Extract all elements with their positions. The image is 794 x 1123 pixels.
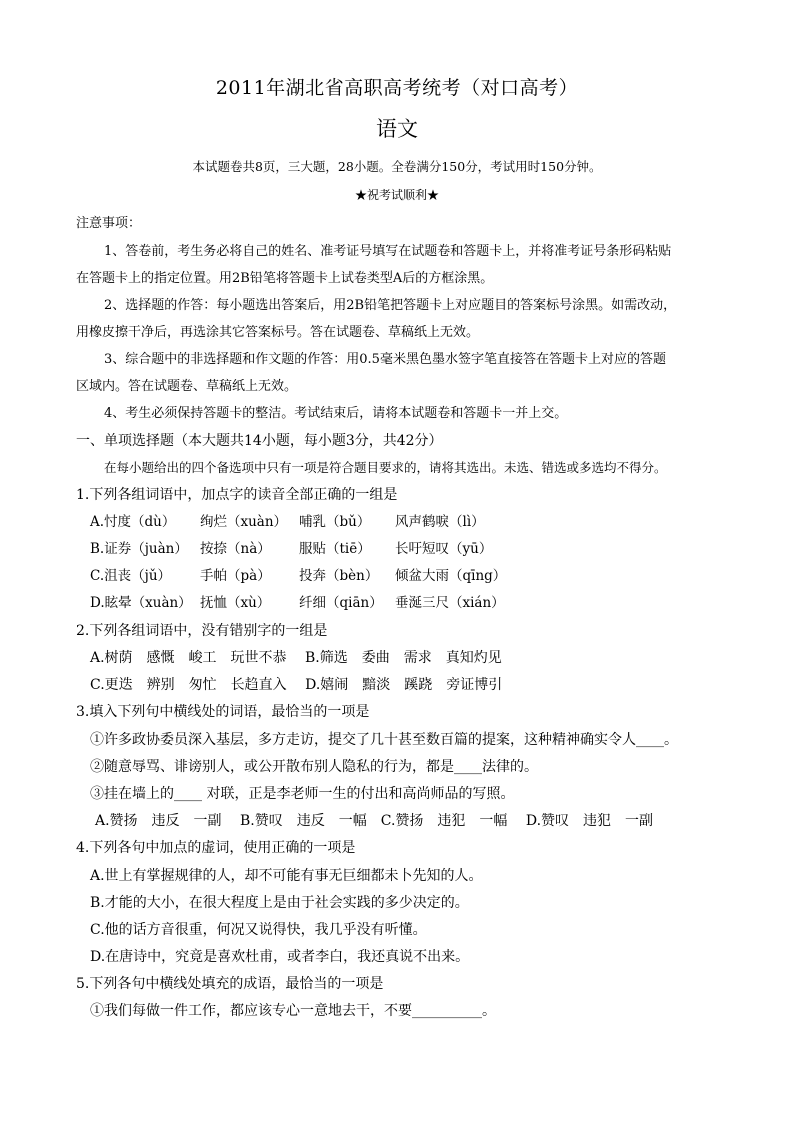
section-instruction: 在每小题给出的四个备选项中只有一项是符合题目要求的，请将其选出。未选、错选或多选均不得分。 — [104, 460, 667, 475]
option-text: 抚恤（xù） — [200, 595, 271, 611]
question-stem: 3.填入下列句中横线处的词语，最恰当的一项是 — [76, 704, 370, 720]
notice-line: 用橡皮擦干净后，再选涂其它答案标号。答在试题卷、草稿纸上无效。 — [76, 325, 480, 340]
option-text: C.沮丧（jǔ） — [90, 568, 172, 584]
option-text: 投奔（bèn） — [299, 568, 379, 584]
exam-title: 2011年湖北省高职高考统考（对口高考） — [215, 77, 579, 99]
sentence-item: ②随意辱骂、诽谤别人，或公开散布别人隐私的行为，都是____法律的。 — [90, 759, 538, 775]
exam-wish: ★祝考试顺利★ — [354, 188, 439, 202]
option-text: 纤细（qiān） — [299, 595, 383, 611]
option-text: A.世上有掌握规律的人，却不可能有事无巨细都未卜先知的人。 — [90, 868, 483, 884]
sentence-item: ③挂在墙上的____ 对联，正是李老师一生的付出和高尚师品的写照。 — [90, 786, 515, 802]
q1-row-b — [90, 543, 710, 559]
subject-title: 语文 — [376, 117, 418, 141]
option-text: C.他的话方音很重，何况又说得快，我几乎没有听懂。 — [90, 922, 427, 938]
option-text: 绚烂（xuàn） — [200, 514, 288, 530]
option-row: C.更迭 辨别 匆忙 长趋直入 D.嬉闹 黯淡 蹊跷 旁证博引 — [90, 677, 503, 693]
sentence-item: ①我们每做一件工作，都应该专心一意地去干，不要__________。 — [90, 1003, 496, 1019]
q1-row-d — [90, 597, 710, 613]
option-text: 服贴（tiē） — [299, 541, 371, 557]
option-text: 长吁短叹（yū） — [395, 541, 493, 557]
option-text: A.忖度（dù） — [90, 514, 176, 530]
section-heading: 一、单项选择题（本大题共14小题，每小题3分，共42分） — [76, 433, 443, 449]
notice-line: 1、答卷前，考生务必将自己的姓名、准考证号填写在试题卷和答题卡上，并将准考证号条形码粘贴 — [104, 244, 672, 259]
option-text: B.证券（juàn） — [90, 541, 188, 557]
exam-info: 本试题卷共8页，三大题，28小题。全卷满分150分，考试用时150分钟。 — [192, 159, 602, 174]
notice-line: 4、考生必须保持答题卡的整洁。考试结束后，请将本试题卷和答题卡一并上交。 — [104, 406, 568, 421]
option-text: D.眩晕（xuàn） — [90, 595, 192, 611]
option-text: 风声鹤唳（lì） — [395, 514, 485, 530]
question-stem: 4.下列各句中加点的虚词，使用正确的一项是 — [76, 840, 356, 856]
notice-line: 在答题卡上的指定位置。用2B铅笔将答题卡上试卷类型A后的方框涂黑。 — [76, 271, 494, 286]
question-stem: 2.下列各组词语中，没有错别字的一组是 — [76, 623, 328, 639]
notice-line: 区域内。答在试题卷、草稿纸上无效。 — [76, 379, 298, 394]
q1-row-c — [90, 570, 710, 586]
question-stem: 5.下列各句中横线处填充的成语，最恰当的一项是 — [76, 976, 384, 992]
notice-heading: 注意事项： — [76, 216, 142, 231]
q1-row-a — [90, 516, 710, 532]
option-text: 倾盆大雨（qīng） — [395, 568, 507, 584]
option-text: 按捺（nà） — [200, 541, 271, 557]
option-text: D.在唐诗中，究竟是喜欢杜甫，或者李白，我还真说不出来。 — [90, 949, 470, 965]
option-row: A.树荫 感慨 峻工 玩世不恭 B.筛选 委曲 需求 真知灼见 — [90, 650, 502, 666]
question-stem: 1.下列各组词语中，加点字的读音全部正确的一组是 — [76, 487, 398, 503]
option-row: A.赞扬 违反 一副 B.赞叹 违反 一幅 C.赞扬 违犯 一幅 D.赞叹 违犯 一副 — [95, 813, 654, 829]
option-text: B.才能的大小，在很大程度上是由于社会实践的多少决定的。 — [90, 895, 469, 911]
notice-line: 3、综合题中的非选择题和作文题的作答：用0.5毫米黑色墨水签字笔直接答在答题卡上对应的答题 — [104, 352, 666, 367]
option-text: 手帕（pà） — [200, 568, 271, 584]
option-text: 哺乳（bǔ） — [299, 514, 371, 530]
sentence-item: ①许多政协委员深入基层，多方走访，提交了几十甚至数百篇的提案，这种精神确实令人____。 — [90, 732, 678, 748]
notice-line: 2、选择题的作答：每小题选出答案后，用2B铅笔把答题卡上对应题目的答案标号涂黑。如需改动， — [104, 298, 677, 313]
option-text: 垂涎三尺（xián） — [395, 595, 505, 611]
